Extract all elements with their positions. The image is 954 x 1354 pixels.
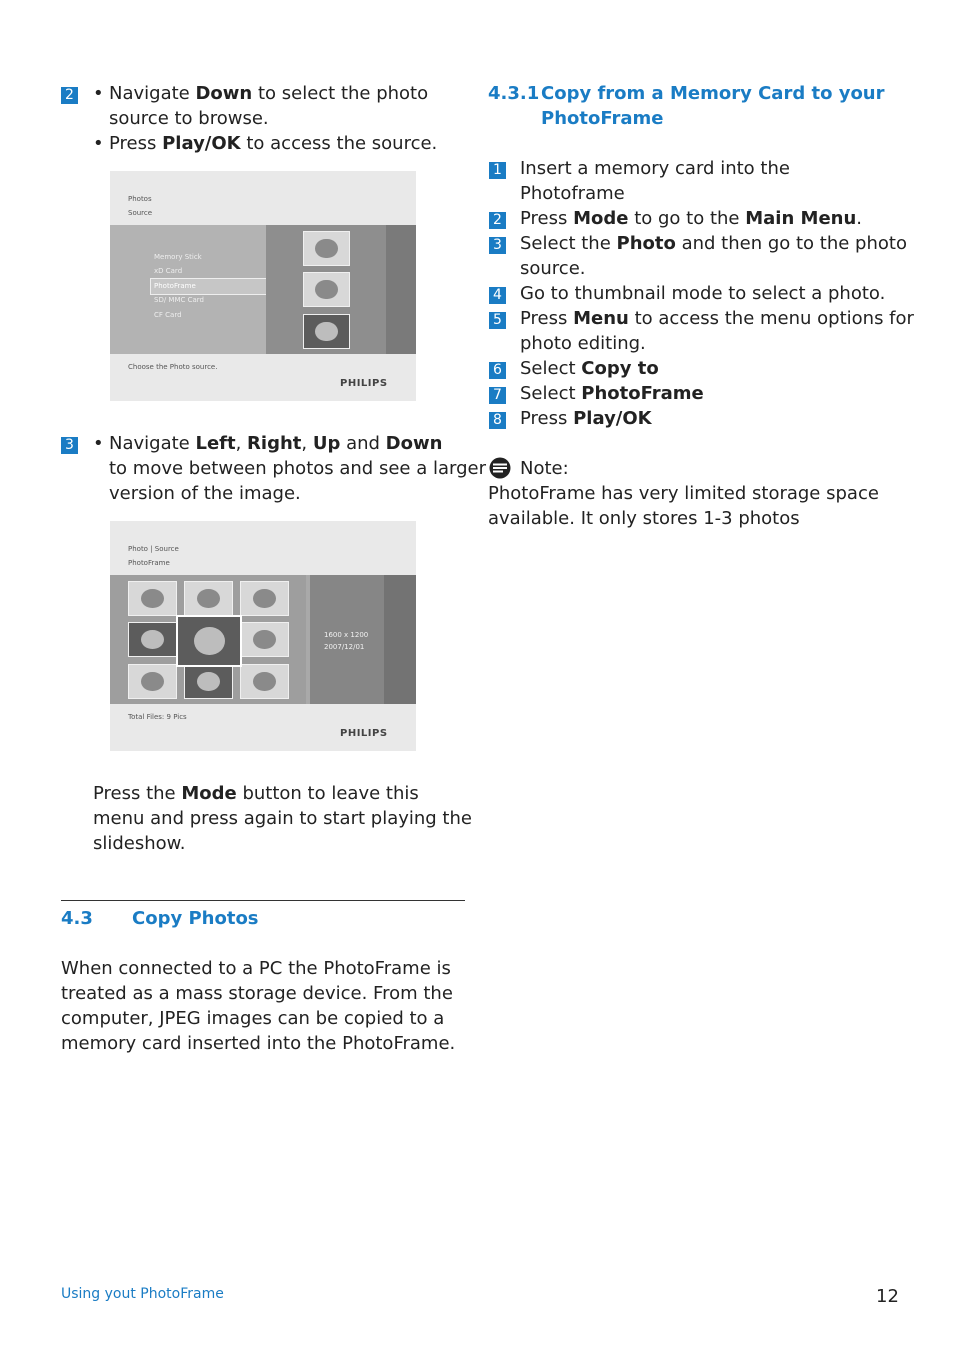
photo-thumbnail xyxy=(303,272,350,307)
menu-item: xD Card xyxy=(154,267,183,275)
thumbnail-grid-screenshot xyxy=(110,521,416,751)
step-text: source. xyxy=(520,258,586,279)
step-text: Go to thumbnail mode to select a photo. xyxy=(520,283,886,304)
instruction-line: version of the image. xyxy=(109,483,301,504)
screenshot-breadcrumb: Source xyxy=(128,209,153,217)
step-number: 7 xyxy=(489,387,506,404)
instruction-line: source to browse. xyxy=(109,108,269,129)
paragraph-line: slideshow. xyxy=(93,833,186,854)
selected-photo-thumbnail xyxy=(176,615,242,667)
subsection-title: Copy from a Memory Card to your xyxy=(541,83,885,104)
menu-item: Memory Stick xyxy=(154,253,202,261)
photo-thumbnail xyxy=(303,231,350,266)
menu-item-selected: PhotoFrame xyxy=(154,282,196,290)
section-number: 4.3 xyxy=(61,908,93,929)
step-number: 1 xyxy=(489,162,506,179)
bullet-line: • xyxy=(93,133,104,154)
step-text: Press Menu to access the menu options for xyxy=(520,308,914,329)
paragraph-line: When connected to a PC the PhotoFrame is xyxy=(61,958,451,979)
instruction-line: Press Play/OK to access the source. xyxy=(109,133,438,154)
step-text: Photoframe xyxy=(520,183,625,204)
photo-thumbnail xyxy=(240,664,289,699)
photo-date: 2007/12/01 xyxy=(324,643,365,651)
note-text: available. It only stores 1-3 photos xyxy=(488,508,800,529)
step-text: Select PhotoFrame xyxy=(520,383,704,404)
instruction-line: to move between photos and see a larger xyxy=(109,458,486,479)
photo-thumbnail xyxy=(128,622,177,657)
section-divider xyxy=(61,900,465,901)
screenshot-breadcrumb: Photo | Source xyxy=(128,545,179,553)
philips-logo: PHILIPS xyxy=(340,728,388,739)
source-menu-screenshot xyxy=(110,171,416,401)
paragraph-line: computer, JPEG images can be copied to a xyxy=(61,1008,445,1029)
note-label: Note: xyxy=(520,458,569,479)
note-text: PhotoFrame has very limited storage space xyxy=(488,483,879,504)
paragraph-line: memory card inserted into the PhotoFrame. xyxy=(61,1033,456,1054)
bullet-line: • xyxy=(93,433,104,454)
screenshot-status: Total Files: 9 Pics xyxy=(128,713,187,721)
photo-resolution: 1600 x 1200 xyxy=(324,631,369,639)
menu-item: CF Card xyxy=(154,311,182,319)
instruction-line: Navigate Left, Right, Up and Down xyxy=(109,433,443,454)
step-text: Insert a memory card into the xyxy=(520,158,790,179)
step-number: 2 xyxy=(489,212,506,229)
step-text: photo editing. xyxy=(520,333,646,354)
photo-thumbnail xyxy=(184,664,233,699)
photo-thumbnail xyxy=(240,581,289,616)
section-title: Copy Photos xyxy=(132,908,259,929)
step-text: Press Mode to go to the Main Menu. xyxy=(520,208,863,229)
paragraph-line: menu and press again to start playing the xyxy=(93,808,472,829)
paragraph-line: Press the Mode button to leave this xyxy=(93,783,419,804)
philips-logo: PHILIPS xyxy=(340,378,388,389)
screenshot-header xyxy=(110,171,416,225)
menu-item: SD/ MMC Card xyxy=(154,296,204,304)
instruction-line: Navigate Down to select the photo xyxy=(109,83,429,104)
step-number: 2 xyxy=(61,87,78,104)
paragraph-line: treated as a mass storage device. From the xyxy=(61,983,453,1004)
subsection-title: PhotoFrame xyxy=(541,108,664,129)
bullet-line: • xyxy=(93,83,104,104)
step-number: 8 xyxy=(489,412,506,429)
screenshot-breadcrumb: PhotoFrame xyxy=(128,559,170,567)
subsection-number: 4.3.1 xyxy=(488,83,540,104)
step-text: Press Play/OK xyxy=(520,408,652,429)
step-number: 3 xyxy=(489,237,506,254)
photo-thumbnail xyxy=(303,314,350,349)
step-text: Select the Photo and then go to the photo xyxy=(520,233,907,254)
photo-thumbnail xyxy=(128,581,177,616)
step-number: 3 xyxy=(61,437,78,454)
photo-thumbnail xyxy=(240,622,289,657)
step-number: 5 xyxy=(489,312,506,329)
photo-thumbnail xyxy=(184,581,233,616)
page-number: 12 xyxy=(876,1286,899,1307)
screenshot-breadcrumb: Photos xyxy=(128,195,152,203)
footer-section-title: Using yout PhotoFrame xyxy=(61,1286,224,1302)
screenshot-status: Choose the Photo source. xyxy=(128,363,218,371)
photo-thumbnail xyxy=(128,664,177,699)
step-number: 6 xyxy=(489,362,506,379)
step-number: 4 xyxy=(489,287,506,304)
step-text: Select Copy to xyxy=(520,358,659,379)
